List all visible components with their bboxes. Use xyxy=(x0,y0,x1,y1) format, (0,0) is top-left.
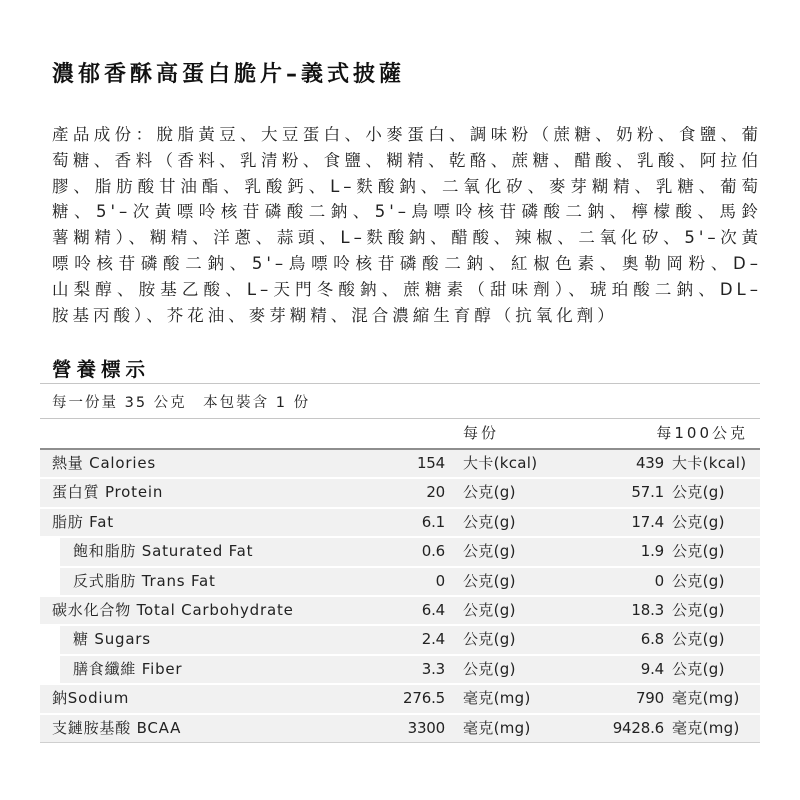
ingredients-line: 胺基丙酸）、芥花油、麥芽糊精、混合濃縮生育醇（抗氧化劑） xyxy=(52,305,618,325)
per-serving-unit: 公克(g) xyxy=(463,542,516,561)
ingredients-line: 薯糊精）、糊精、洋蔥、蒜頭、L–麩酸鈉、醋酸、辣椒、二氧化矽、5'–次黃 xyxy=(52,228,762,248)
nutrition-row-protein xyxy=(40,479,760,506)
nutrition-row-calories xyxy=(40,450,760,477)
per-100g-unit: 公克(g) xyxy=(672,542,725,561)
per-serving-value: 0.6 xyxy=(421,542,445,561)
nutrition-row-saturated-fat xyxy=(40,538,760,565)
per-serving-value: 6.4 xyxy=(421,600,445,619)
per-serving-unit: 毫克(mg) xyxy=(463,718,531,737)
per-serving-value: 276.5 xyxy=(403,689,445,708)
serving-info: 每一份量 35 公克 本包裝含 1 份 xyxy=(52,395,311,411)
per-100g-unit: 公克(g) xyxy=(672,659,725,678)
nutrition-row-sodium xyxy=(40,685,760,712)
ingredients-line: 嘌呤核苷磷酸二鈉、5'–鳥嘌呤核苷磷酸二鈉、紅椒色素、奧勒岡粉、D– xyxy=(52,253,762,273)
per-serving-unit: 公克(g) xyxy=(463,483,516,502)
nutrient-label: 熱量 Calories xyxy=(52,454,156,472)
product-title: 濃郁香酥高蛋白脆片–義式披薩 xyxy=(52,62,406,87)
nutrient-label: 鈉Sodium xyxy=(52,689,130,708)
per-serving-unit: 公克(g) xyxy=(463,659,516,678)
per-serving-unit: 公克(g) xyxy=(463,512,516,531)
nutrient-label: 反式脂肪 Trans Fat xyxy=(73,571,216,590)
per-serving-unit: 公克(g) xyxy=(463,630,516,649)
per-100g-value: 17.4 xyxy=(631,512,664,531)
ingredients-line: 山梨醇、胺基乙酸、L–天門冬酸鈉、蔗糖素（甜味劑）、琥珀酸二鈉、DL– xyxy=(52,279,762,299)
per-100g-value: 9428.6 xyxy=(612,718,664,737)
nutrition-table xyxy=(40,450,760,744)
per-100g-value: 439 xyxy=(635,454,664,472)
nutrient-label: 蛋白質 Protein xyxy=(52,483,164,502)
nutrition-row-fat xyxy=(40,509,760,536)
nutrition-row-sugars xyxy=(40,626,760,653)
per-100g-unit: 公克(g) xyxy=(672,600,725,619)
per-serving-unit: 公克(g) xyxy=(463,600,516,619)
nutrition-row-bcaa xyxy=(40,715,760,742)
nutrient-label: 糖 Sugars xyxy=(73,630,151,649)
per-100g-value: 790 xyxy=(635,689,664,708)
nutrition-row-trans-fat xyxy=(40,568,760,595)
per-serving-unit: 公克(g) xyxy=(463,571,516,590)
ingredients-line: 產品成份：脫脂黃豆、大豆蛋白、小麥蛋白、調味粉（蔗糖、奶粉、食鹽、葡 xyxy=(52,125,762,144)
per-serving-value: 3300 xyxy=(407,718,445,737)
nutrient-label: 膳食纖維 Fiber xyxy=(73,659,183,678)
per-serving-value: 6.1 xyxy=(421,512,445,531)
per-serving-unit: 大卡(kcal) xyxy=(463,454,538,472)
per-serving-unit: 毫克(mg) xyxy=(463,689,531,708)
per-100g-unit: 毫克(mg) xyxy=(672,689,740,708)
ingredients-line: 膠、脂肪酸甘油酯、乳酸鈣、L–麩酸鈉、二氧化矽、麥芽糊精、乳糖、葡萄 xyxy=(52,176,762,196)
per-100g-value: 57.1 xyxy=(631,483,664,502)
nutrient-label: 碳水化合物 Total Carbohydrate xyxy=(52,600,294,619)
per-100g-value: 18.3 xyxy=(631,600,664,619)
divider xyxy=(40,418,760,419)
per-100g-value: 9.4 xyxy=(640,659,664,678)
per-100g-unit: 毫克(mg) xyxy=(672,718,740,737)
per-serving-value: 20 xyxy=(426,483,445,502)
per-serving-value: 154 xyxy=(416,454,445,472)
column-header-per-serving: 每份 xyxy=(463,424,500,442)
per-100g-unit: 公克(g) xyxy=(672,483,725,502)
nutrient-label: 支鏈胺基酸 BCAA xyxy=(52,718,182,737)
per-serving-value: 2.4 xyxy=(421,630,445,649)
per-100g-unit: 公克(g) xyxy=(672,630,725,649)
per-serving-value: 3.3 xyxy=(421,659,445,678)
column-header-per-100g: 每100公克 xyxy=(656,424,748,442)
per-100g-unit: 公克(g) xyxy=(672,512,725,531)
divider xyxy=(40,383,760,384)
nutrition-row-carbohydrate xyxy=(40,597,760,624)
ingredients-line: 萄糖、香料（香料、乳清粉、食鹽、糊精、乾酪、蔗糖、醋酸、乳酸、阿拉伯 xyxy=(52,150,762,170)
nutrient-label: 脂肪 Fat xyxy=(52,512,114,531)
per-100g-value: 0 xyxy=(654,571,664,590)
per-serving-value: 0 xyxy=(435,571,445,590)
nutrition-heading: 營養標示 xyxy=(52,358,151,381)
table-bottom-divider xyxy=(40,742,760,743)
nutrient-label: 飽和脂肪 Saturated Fat xyxy=(73,542,254,561)
per-100g-value: 1.9 xyxy=(640,542,664,561)
ingredients-paragraph xyxy=(52,122,762,328)
nutrition-row-fiber xyxy=(40,656,760,683)
per-100g-unit: 大卡(kcal) xyxy=(672,454,747,472)
per-100g-unit: 公克(g) xyxy=(672,571,725,590)
ingredients-line: 糖、5'–次黃嘌呤核苷磷酸二鈉、5'–鳥嘌呤核苷磷酸二鈉、檸檬酸、馬鈴 xyxy=(52,202,762,222)
per-100g-value: 6.8 xyxy=(640,630,664,649)
